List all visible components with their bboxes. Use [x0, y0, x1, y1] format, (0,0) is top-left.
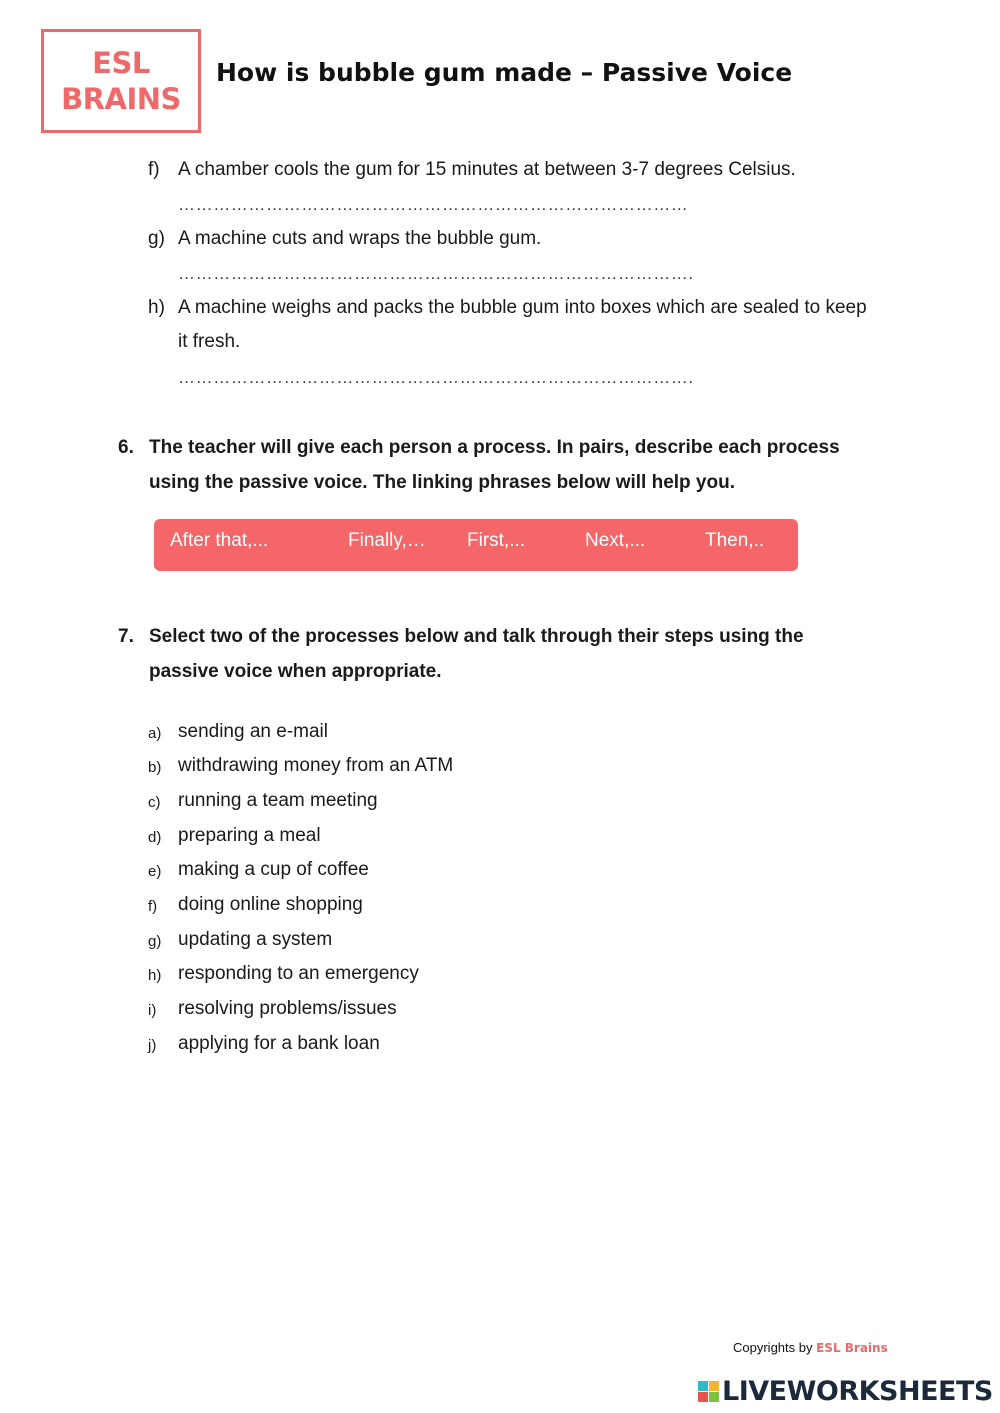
option-text: sending an e-mail	[178, 721, 328, 742]
option-label: j)	[148, 1037, 157, 1054]
option-label: h)	[148, 967, 162, 984]
page-title: How is bubble gum made – Passive Voice	[216, 58, 793, 87]
phrase-next: Next,...	[585, 530, 646, 551]
phrase-finally: Finally,…	[348, 530, 426, 551]
option-label: e)	[148, 863, 162, 880]
list-item-h	[148, 291, 868, 359]
esl-brains-logo	[41, 29, 201, 133]
copyright-notice	[733, 1340, 888, 1355]
phrase-first: First,...	[467, 530, 526, 551]
option-text: doing online shopping	[178, 894, 363, 915]
phrase-after-that: After that,...	[170, 530, 269, 551]
option-text: responding to an emergency	[178, 963, 419, 984]
answer-line-f[interactable]: ……………………………………………………………………………	[178, 195, 689, 214]
option-label: a)	[148, 725, 162, 742]
answer-line-g[interactable]: …………………………………………………………………………….	[178, 264, 694, 283]
task-instructions: The teacher will give each person a process. In pairs, describe each process using the passive voice. The linking phrases below will help you.	[149, 437, 840, 493]
task-number: 7.	[118, 626, 134, 647]
task-7	[118, 619, 878, 689]
phrase-then: Then,..	[705, 530, 765, 551]
option-label: g)	[148, 933, 162, 950]
answer-line-h[interactable]: …………………………………………………………………………….	[178, 368, 694, 387]
item-text: A machine weighs and packs the bubble gum into boxes which are sealed to keep it fresh.	[178, 297, 867, 352]
option-label: f)	[148, 898, 158, 915]
task-6	[118, 430, 878, 500]
liveworksheets-watermark[interactable]	[698, 1376, 993, 1407]
list-item-f	[148, 153, 868, 187]
option-text: withdrawing money from an ATM	[178, 755, 454, 776]
item-label: g)	[148, 228, 165, 249]
option-label: i)	[148, 1002, 157, 1019]
liveworksheets-logo-icon	[698, 1381, 719, 1402]
linking-phrases-box	[154, 519, 798, 571]
item-text: A chamber cools the gum for 15 minutes at between 3-7 degrees Celsius.	[178, 159, 796, 180]
copyright-brand: ESL Brains	[816, 1341, 888, 1355]
copyright-prefix: Copyrights by	[733, 1340, 813, 1355]
liveworksheets-text: LIVEWORKSHEETS	[722, 1376, 993, 1407]
item-text: A machine cuts and wraps the bubble gum.	[178, 228, 542, 249]
option-text: updating a system	[178, 929, 333, 950]
option-text: preparing a meal	[178, 825, 321, 846]
logo-line-1: ESL	[92, 46, 150, 80]
option-label: d)	[148, 829, 162, 846]
option-text: running a team meeting	[178, 790, 378, 811]
task-instructions: Select two of the processes below and talk through their steps using the passive voice when appropriate.	[149, 626, 804, 682]
option-label: c)	[148, 794, 161, 811]
item-label: f)	[148, 159, 160, 180]
option-label: b)	[148, 759, 162, 776]
option-text: resolving problems/issues	[178, 998, 397, 1019]
option-text: making a cup of coffee	[178, 859, 369, 880]
item-label: h)	[148, 297, 165, 318]
option-text: applying for a bank loan	[178, 1033, 380, 1054]
list-item-g	[148, 222, 868, 256]
task-number: 6.	[118, 437, 134, 458]
logo-line-2: BRAINS	[61, 82, 181, 116]
